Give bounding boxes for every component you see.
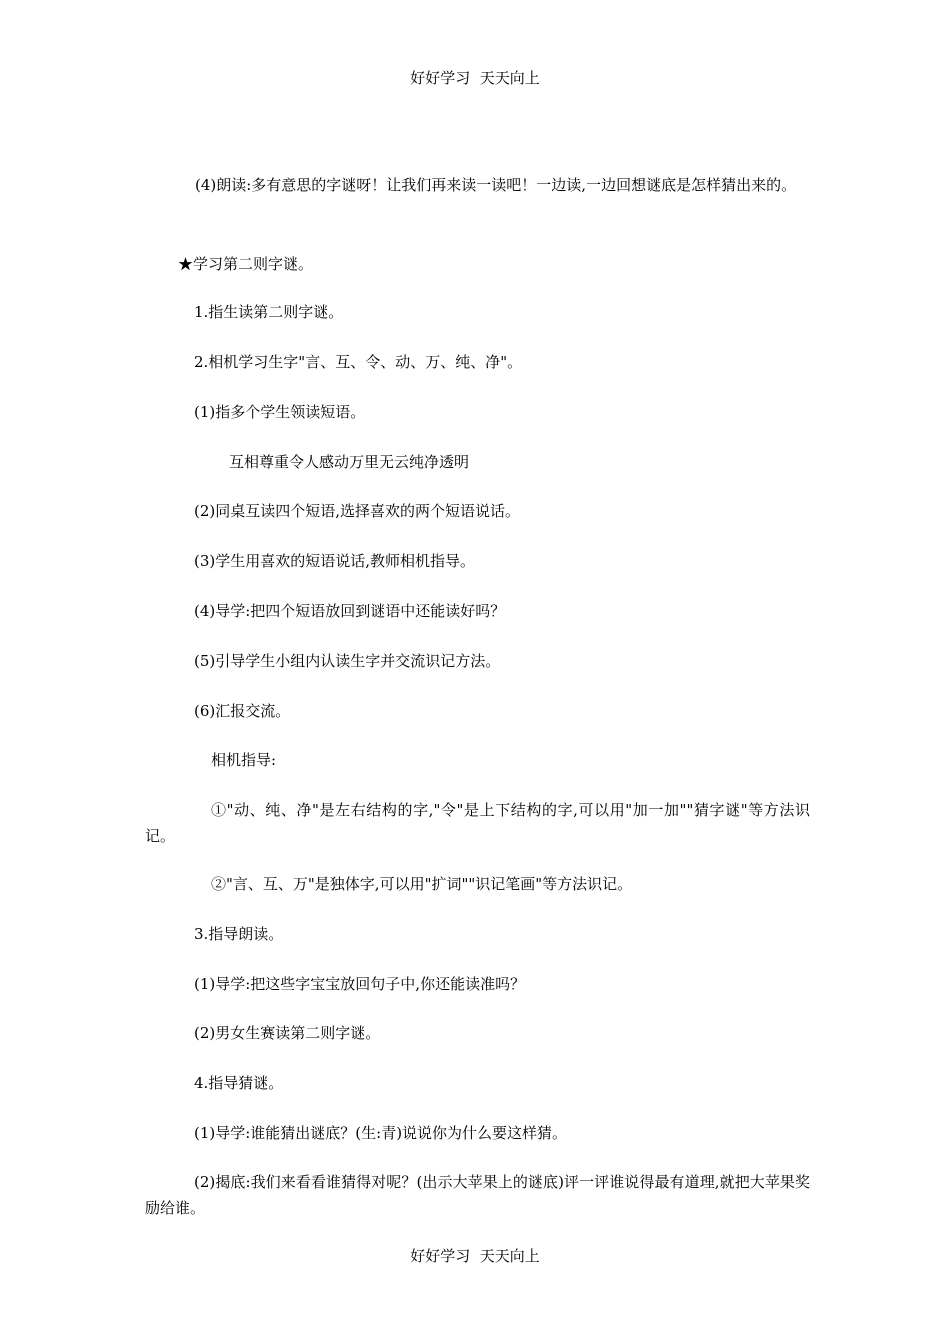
- section-heading-second-riddle: ★学习第二则字谜。: [178, 255, 314, 273]
- paragraph-step-1: 1.指生读第二则字谜。: [194, 303, 344, 321]
- paragraph-guidance-label: 相机指导:: [211, 751, 277, 769]
- paragraph-step-2-4: (4)导学:把四个短语放回到谜语中还能读好吗？: [194, 602, 506, 620]
- page-footer: 好好学习 天天向上: [410, 1247, 540, 1265]
- paragraph-guidance-2: ②"言、互、万"是独体字,可以用"扩词""识记笔画"等方法识记。: [211, 875, 633, 893]
- paragraph-step-4-2: (2)揭底:我们来看看谁猜得对呢？(出示大苹果上的谜底)评一评谁说得最有道理,就把大苹果奖励给谁。: [145, 1173, 810, 1217]
- page-header: 好好学习 天天向上: [410, 69, 540, 87]
- paragraph-step-2-2: (2)同桌互读四个短语,选择喜欢的两个短语说话。: [194, 502, 521, 520]
- paragraph-guidance-1: ①"动、纯、净"是左右结构的字,"令"是上下结构的字,可以用"加一加""猜字谜"等方法识记。: [145, 801, 810, 845]
- paragraph-step-2-6: (6)汇报交流。: [194, 702, 291, 720]
- paragraph-step-4-1: (1)导学:谁能猜出谜底？(生:青)说说你为什么要这样猜。: [194, 1124, 568, 1142]
- paragraph-step-2-5: (5)引导学生小组内认读生字并交流识记方法。: [194, 652, 501, 670]
- paragraph-step-3-2: (2)男女生赛读第二则字谜。: [194, 1024, 381, 1042]
- paragraph-step-3-1: (1)导学:把这些字宝宝放回句子中,你还能读准吗？: [194, 975, 526, 993]
- paragraph-step-3: 3.指导朗读。: [194, 925, 284, 943]
- paragraph-step-4: 4.指导猜谜。: [194, 1074, 284, 1092]
- paragraph-step-2: 2.相机学习生字"言、互、令、动、万、纯、净"。: [194, 353, 523, 371]
- paragraph-reading-step: (4)朗读:多有意思的字谜呀！让我们再来读一读吧！一边读,一边回想谜底是怎样猜出来的。: [195, 176, 797, 194]
- paragraph-step-2-3: (3)学生用喜欢的短语说话,教师相机指导。: [194, 552, 476, 570]
- phrase-line: 互相尊重令人感动万里无云纯净透明: [229, 453, 470, 471]
- paragraph-step-2-1: (1)指多个学生领读短语。: [194, 403, 366, 421]
